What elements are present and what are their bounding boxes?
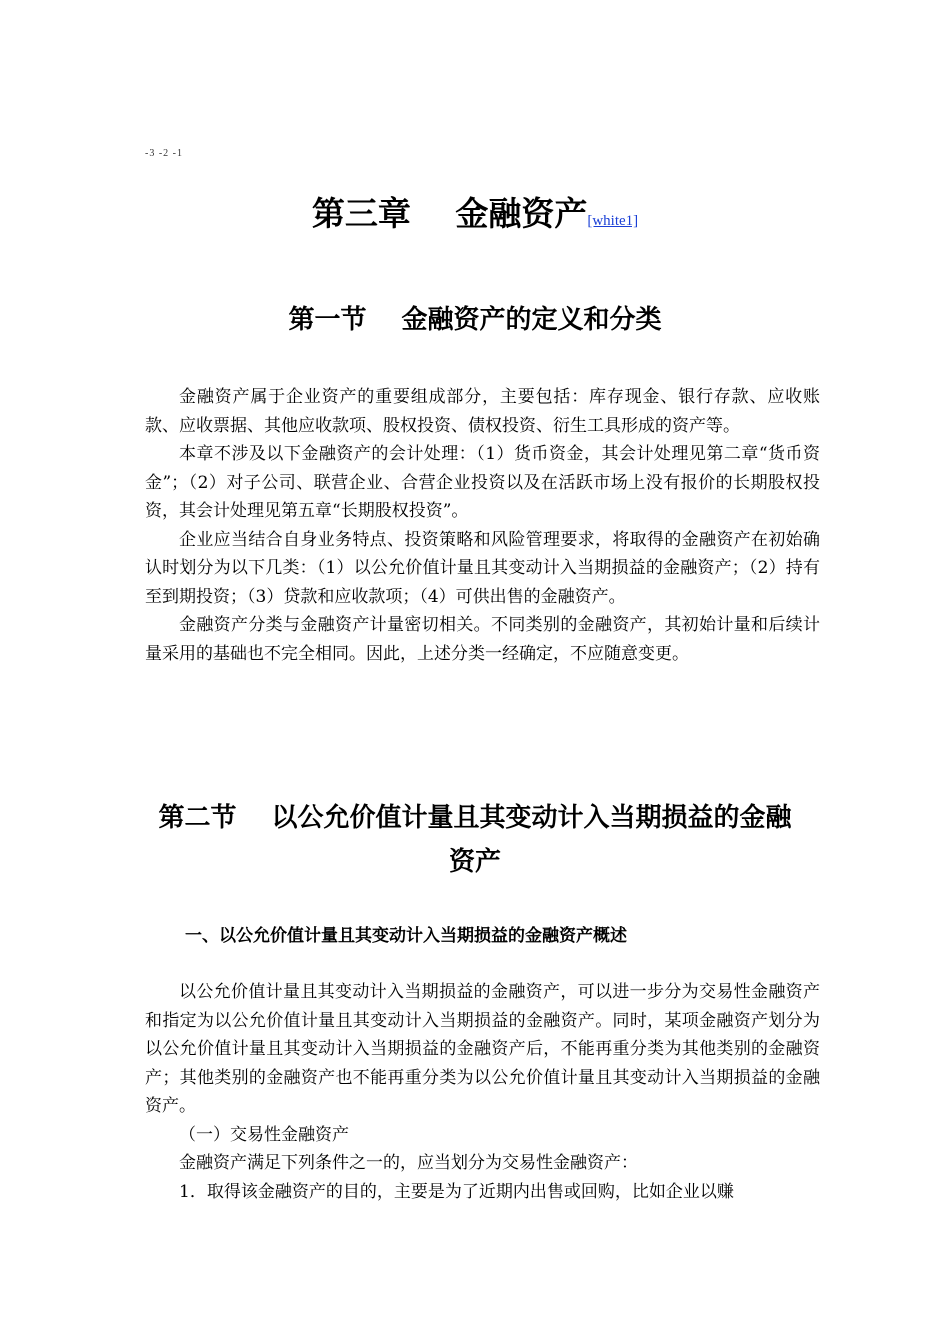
paragraph: 本章不涉及以下金融资产的会计处理：（1）货币资金，其会计处理见第二章“货币资金”；（2）对子公司、联营企业、合营企业投资以及在活跃市场上没有报价的长期股权投资，其会计处理见第五章“长期股权投资”。 [145,444,820,521]
chapter-title [0,192,950,243]
section-2-subheading: 一、以公允价值计量且其变动计入当期损益的金融资产概述 [185,926,627,946]
paragraph: 金融资产属于企业资产的重要组成部分，主要包括：库存现金、银行存款、应收账款、应收票据、其他应收款项、股权投资、债权投资、衍生工具形成的资产等。 [145,387,820,436]
paragraph: 1．取得该金融资产的目的，主要是为了近期内出售或回购，比如企业以赚 [179,1181,734,1202]
paragraph: 金融资产满足下列条件之一的，应当划分为交易性金融资产： [179,1153,638,1173]
paragraph: （一）交易性金融资产 [179,1124,349,1145]
section-1-title: 第一节 金融资产的定义和分类 [288,305,662,335]
section-2-title: 第二节 以公允价值计量且其变动计入当期损益的金融资产 [158,803,792,877]
page-marker: -3 -2 -1 [145,148,183,159]
section-1-body [145,383,820,668]
section-2-body [145,978,820,1206]
chapter-title-text: 第三章 金融资产 [311,194,588,233]
paragraph: 企业应当结合自身业务特点、投资策略和风险管理要求，将取得的金融资产在初始确认时划分为以下几类：（1）以公允价值计量且其变动计入当期损益的金融资产；（2）持有至到期投资；（3）贷款和应收款项；（4）可供出售的金融资产。 [145,529,820,607]
paragraph: 以公允价值计量且其变动计入当期损益的金融资产，可以进一步分为交易性金融资产和指定为以公允价值计量且其变动计入当期损益的金融资产。同时，某项金融资产划分为以公允价值计量且其变动计入当期损益的金融资产后，不能再重分类为其他类别的金融资产；其他类别的金融资产也不能再重分类为以公允价值计量且其变动计入当期损益的金融资产。 [145,982,820,1116]
paragraph: 金融资产分类与金融资产计量密切相关。不同类别的金融资产，其初始计量和后续计量采用的基础也不完全相同。因此，上述分类一经确定，不应随意变更。 [145,615,820,664]
comment-reference-link[interactable]: [white1] [587,213,639,229]
